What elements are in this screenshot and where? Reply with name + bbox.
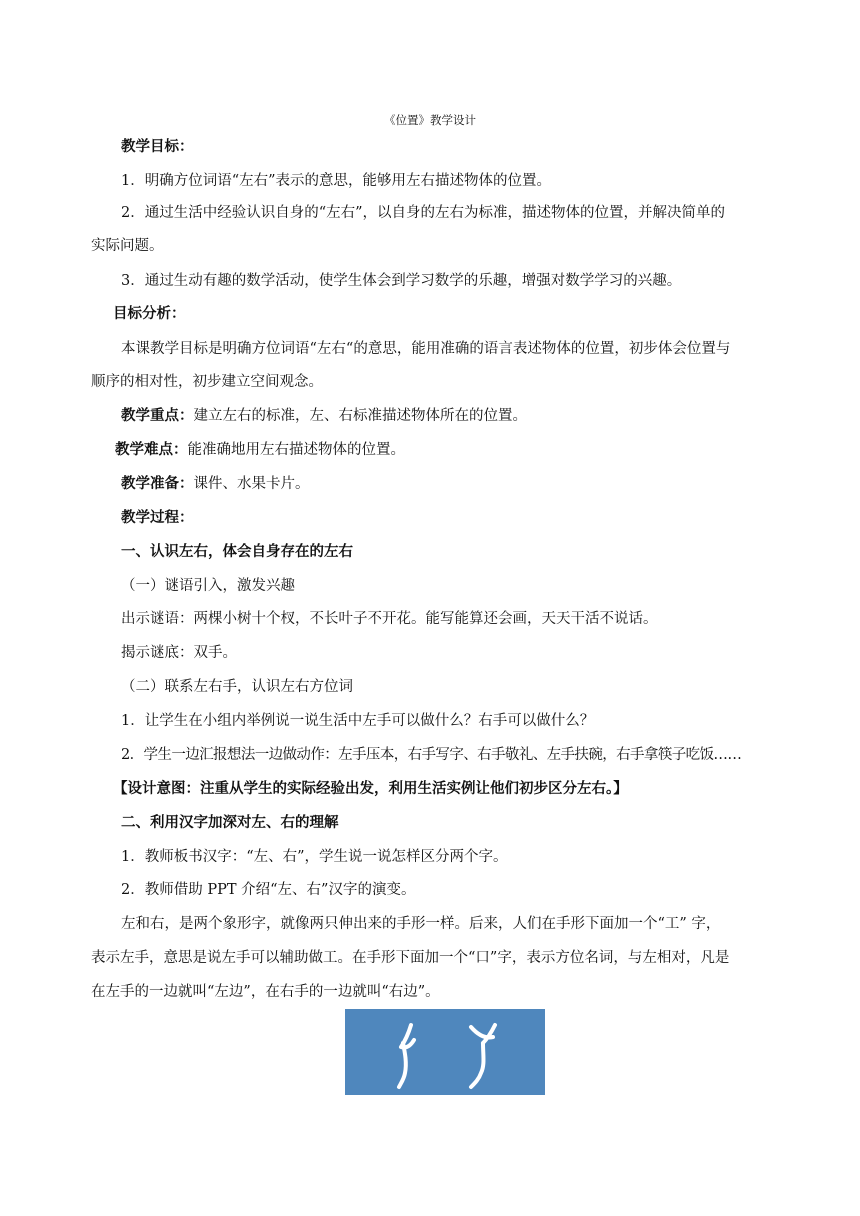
key-point-label: 教学重点：: [121, 407, 194, 424]
preparation-text: 课件、水果卡片。: [193, 476, 310, 492]
right-hand-glyph: [471, 1025, 495, 1087]
riddle-answer: 揭示谜底：双手。: [121, 645, 237, 661]
section-1-step-2: 2．学生一边汇报想法一边做动作：左手压本，右手写字、右手敬礼、左手扶碗，右手拿筷子吃饭……: [121, 747, 742, 763]
section-2-paragraph-line-3: 在左手的一边就叫“左边”，在右手的一边就叫“右边”。: [91, 984, 440, 1000]
section-1-sub-2: （二）联系左右手，认识左右方位词: [121, 679, 353, 695]
goal-item-2-line-2: 实际问题。: [91, 238, 164, 254]
left-hand-glyph: [399, 1025, 414, 1087]
ancient-characters-image: [345, 1009, 545, 1095]
preparation: [121, 474, 310, 494]
section-1-step-1: 1．让学生在小组内举例说一说生活中左手可以做什么？右手可以做什么？: [121, 713, 595, 729]
difficulty-text: 能准确地用左右描述物体的位置。: [187, 442, 405, 458]
document-title: 《位置》教学设计: [384, 113, 476, 127]
difficulty: [115, 440, 405, 460]
section-2-paragraph-line-2: 表示左手，意思是说左手可以辅助做工。在手形下面加一个“口”字，表示方位名词，与左相对，凡是: [91, 950, 730, 966]
section-2-step-2: 2．教师借助 PPT 介绍“左、右”汉字的演变。: [121, 882, 416, 898]
section-2-paragraph-line-1: 左和右，是两个象形字，就像两只伸出来的手形一样。后来，人们在手形下面加一个“工” 字，: [121, 916, 721, 932]
section-1-heading: 一、认识左右，体会自身存在的左右: [121, 543, 353, 560]
hand-glyphs-illustration: [345, 1009, 545, 1095]
section-2-step-1: 1．教师板书汉字：“左、右”，学生说一说怎样区分两个字。: [121, 849, 508, 865]
riddle-text: 出示谜语：两棵小树十个杈，不长叶子不开花。能写能算还会画，天天干活不说话。: [121, 611, 658, 627]
analysis-line-2: 顺序的相对性，初步建立空间观念。: [91, 374, 323, 390]
key-point-text: 建立左右的标准，左、右标准描述物体所在的位置。: [193, 408, 527, 424]
analysis-heading: 目标分析：: [113, 305, 186, 322]
goals-heading: 教学目标：: [121, 138, 194, 155]
section-2-heading: 二、利用汉字加深对左、右的理解: [121, 814, 339, 831]
design-intent: 【设计意图：注重从学生的实际经验出发，利用生活实例让他们初步区分左右。】: [113, 780, 628, 797]
goal-item-1: 1．明确方位词语“左右”表示的意思，能够用左右描述物体的位置。: [121, 173, 552, 189]
difficulty-label: 教学难点：: [115, 441, 188, 458]
analysis-line-1: 本课教学目标是明确方位词语“左右“的意思，能用准确的语言表述物体的位置，初步体会位置与: [121, 341, 731, 357]
section-1-sub-1: （一）谜语引入，激发兴趣: [121, 578, 295, 594]
process-heading: 教学过程：: [121, 509, 194, 526]
goal-item-3: 3．通过生动有趣的数学活动，使学生体会到学习数学的乐趣，增强对数学学习的兴趣。: [121, 273, 682, 289]
preparation-label: 教学准备：: [121, 475, 194, 492]
goal-item-2-line-1: 2．通过生活中经验认识自身的“左右”，以自身的左右为标准，描述物体的位置，并解决简单的: [121, 205, 726, 221]
key-point: [121, 406, 527, 426]
